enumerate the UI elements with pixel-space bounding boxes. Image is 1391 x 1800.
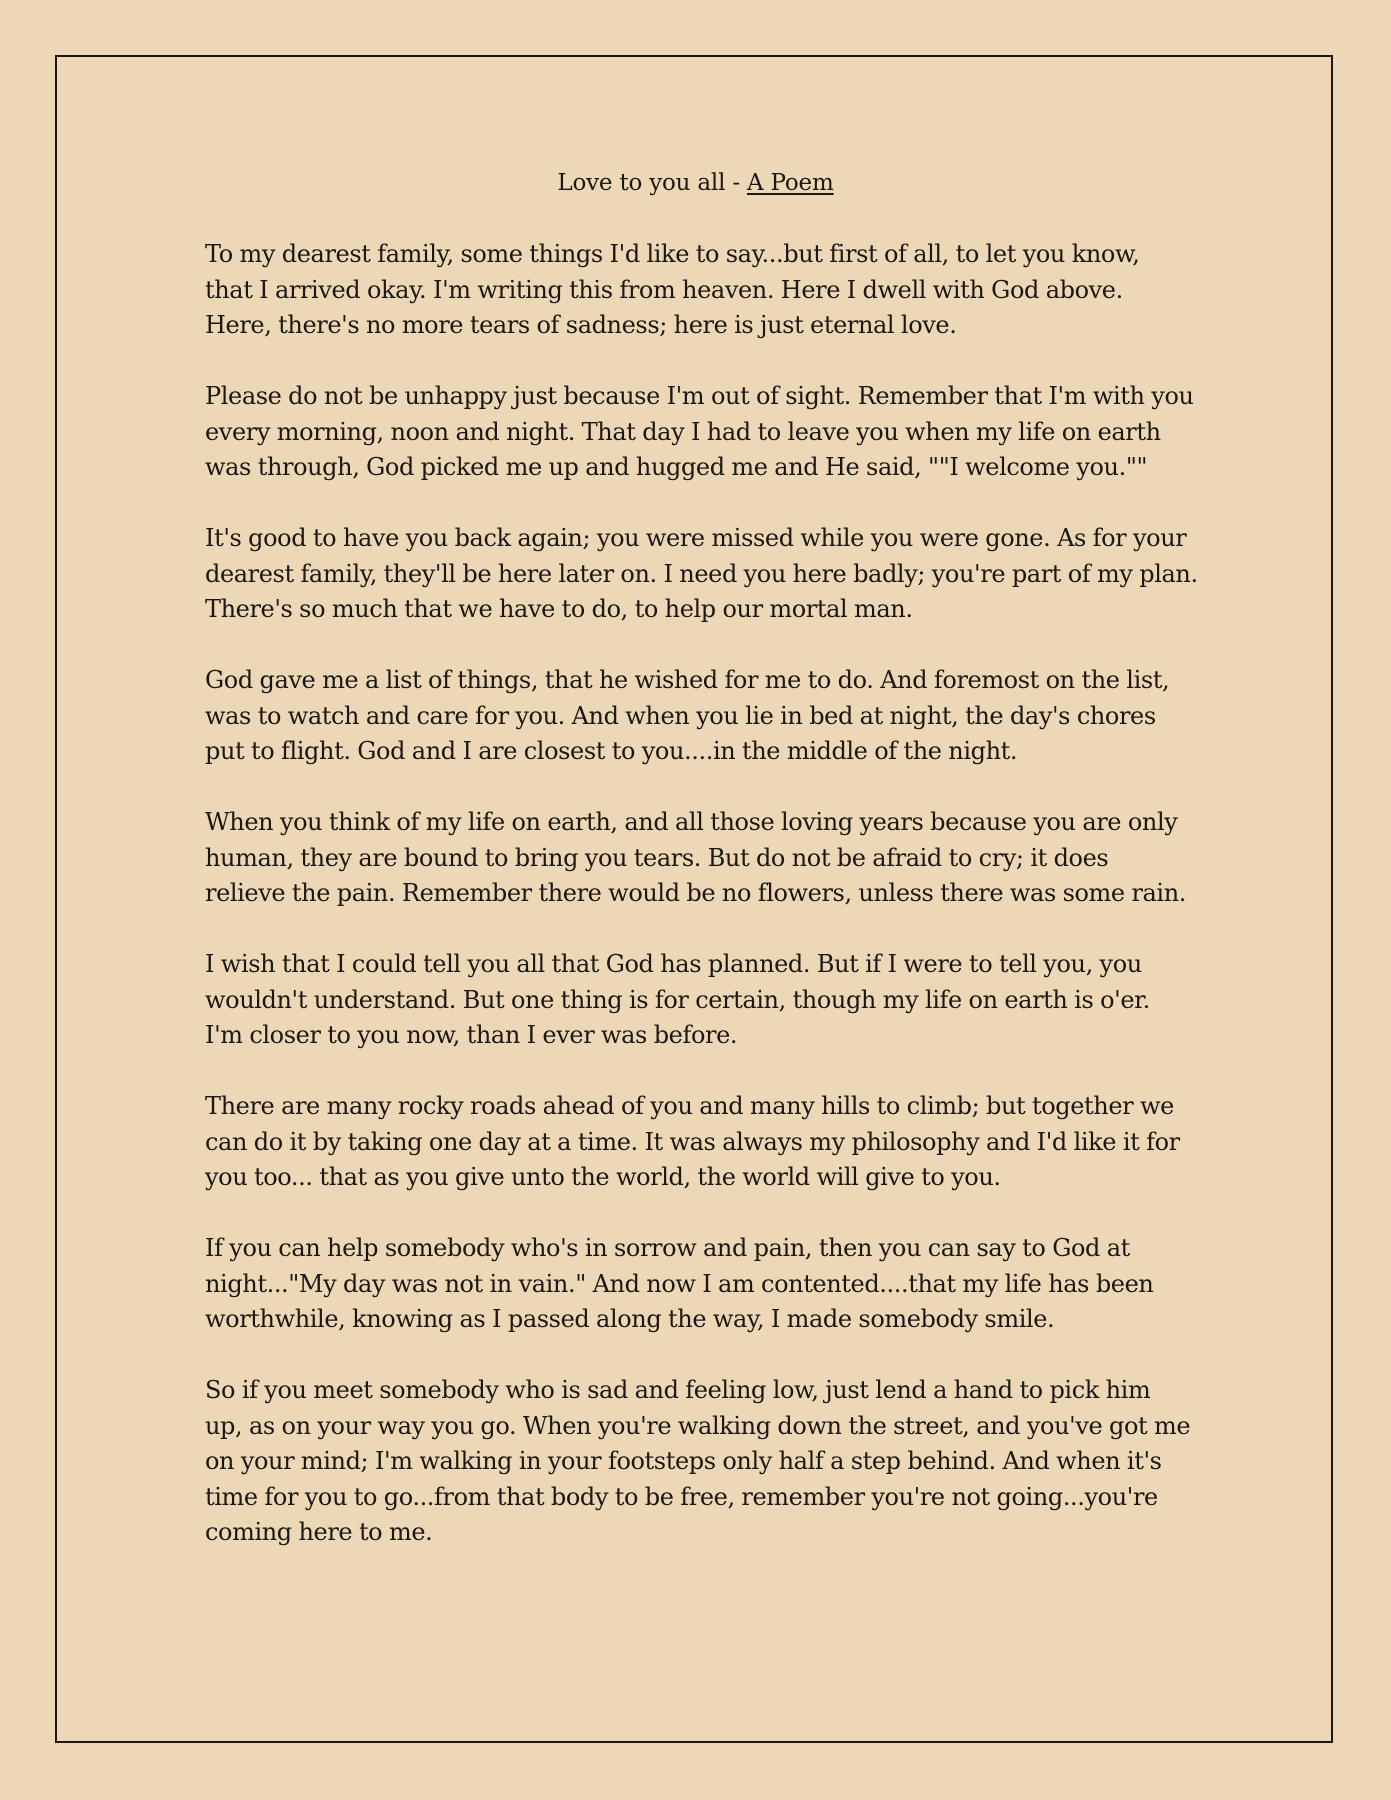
poem-line: human, they are bound to bring you tears. But do not be afraid to cry; it does	[205, 843, 1109, 872]
poem-subtitle: A Poem	[747, 170, 834, 196]
poem-line: coming here to me.	[205, 1518, 433, 1546]
poem-line: can do it by taking one day at a time. It was always my philosophy and I'd like it for	[205, 1127, 1180, 1156]
poem-line: There's so much that we have to do, to help our mortal man.	[205, 595, 913, 623]
poem-line: worthwhile, knowing as I passed along the way, I made somebody smile.	[205, 1305, 1055, 1333]
poem-line: There are many rocky roads ahead of you and many hills to climb; but together we	[205, 1092, 1174, 1120]
poem-stanza	[205, 805, 1195, 912]
poem-stanza	[205, 663, 1195, 770]
poem-stanza	[205, 521, 1198, 628]
poem-stanza	[205, 379, 1195, 486]
poem-line: you too... that as you give unto the world, the world will give to you.	[205, 1163, 1001, 1191]
poem-line: I'm closer to you now, than I ever was before.	[205, 1021, 738, 1049]
poem-line: God gave me a list of things, that he wished for me to do. And foremost on the list,	[205, 666, 1170, 694]
poem-line: time for you to go...from that body to be free, remember you're not going...you're	[205, 1482, 1158, 1511]
poem-line: that I arrived okay. I'm writing this from heaven. Here I dwell with God above.	[205, 275, 1123, 304]
poem-line: relieve the pain. Remember there would be no flowers, unless there was some rain.	[205, 879, 1186, 907]
poem-line: was to watch and care for you. And when you lie in bed at night, the day's chores	[205, 701, 1156, 730]
poem-stanza	[205, 237, 1195, 344]
poem-line: Please do not be unhappy just because I'm out of sight. Remember that I'm with you	[205, 382, 1194, 410]
poem-stanza	[205, 1231, 1195, 1338]
poem-title-prefix: Love to you all -	[557, 170, 748, 196]
poem-line: wouldn't understand. But one thing is for certain, though my life on earth is o'er.	[205, 985, 1150, 1014]
poem-line: on your mind; I'm walking in your footsteps only half a step behind. And when it's	[205, 1447, 1162, 1475]
poem-body	[205, 237, 1198, 1586]
poem-line: was through, God picked me up and hugged me and He said, ""I welcome you.""	[205, 453, 1148, 481]
poem-line: put to flight. God and I are closest to you....in the middle of the night.	[205, 737, 1018, 765]
poem-stanza	[205, 1089, 1195, 1196]
poem-line: up, as on your way you go. When you're walking down the street, and you've got me	[205, 1411, 1191, 1440]
poem-line: night..."My day was not in vain." And now I am contented....that my life has been	[205, 1269, 1154, 1298]
poem-line: So if you meet somebody who is sad and feeling low, just lend a hand to pick him	[205, 1376, 1151, 1404]
poem-stanza	[205, 1373, 1195, 1551]
poem-line: It's good to have you back again; you were missed while you were gone. As for your	[205, 524, 1187, 552]
poem-line: When you think of my life on earth, and all those loving years because you are only	[205, 808, 1178, 836]
poem-line: Here, there's no more tears of sadness; here is just eternal love.	[205, 311, 957, 339]
poem-line: To my dearest family, some things I'd like to say...but first of all, to let you know,	[205, 240, 1140, 268]
poem-stanza	[205, 947, 1195, 1054]
poem-line: I wish that I could tell you all that God has planned. But if I were to tell you, you	[205, 950, 1142, 978]
poem-line: If you can help somebody who's in sorrow and pain, then you can say to God at	[205, 1234, 1130, 1262]
poem-line: dearest family, they'll be here later on. I need you here badly; you're part of my plan.	[205, 559, 1198, 588]
poem-title	[0, 166, 1391, 200]
poem-line: every morning, noon and night. That day I had to leave you when my life on earth	[205, 417, 1161, 446]
